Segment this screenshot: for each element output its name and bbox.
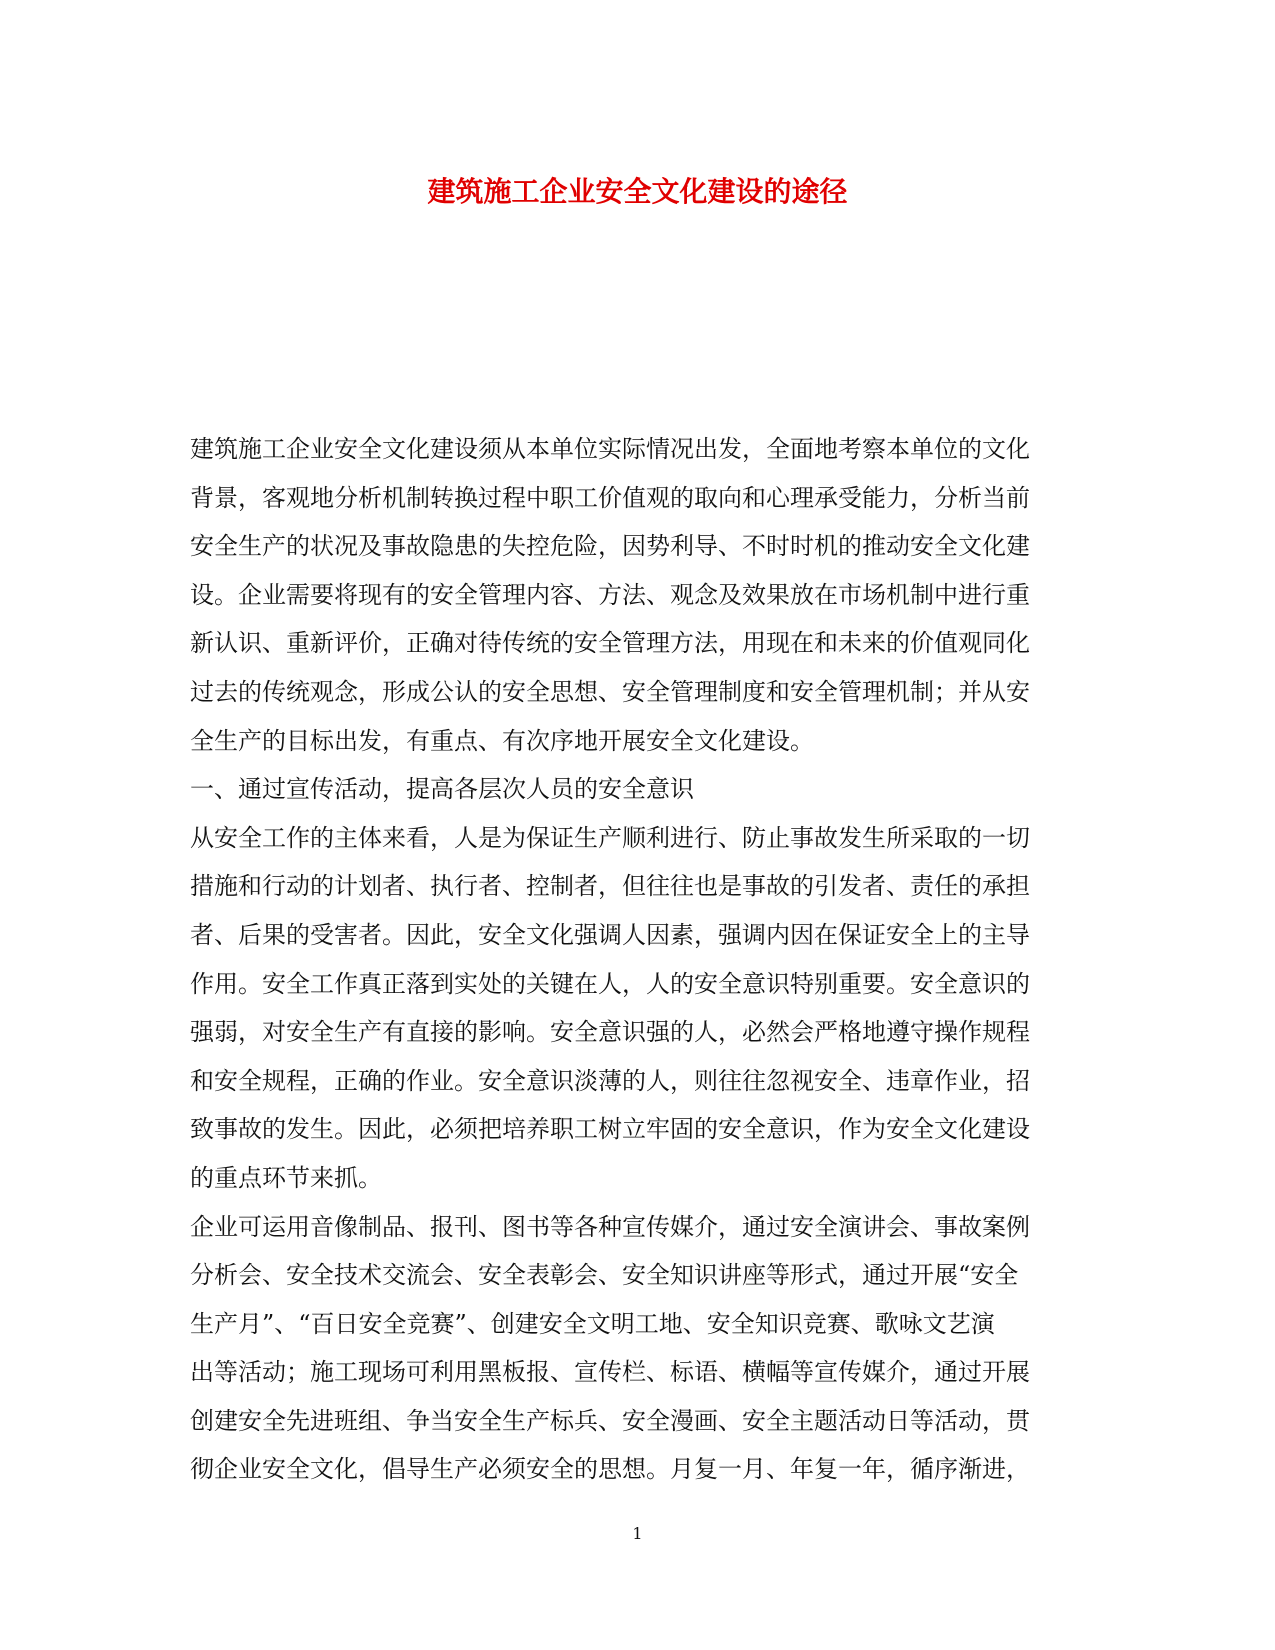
body-line: 安全生产的状况及事故隐患的失控危险，因势利导、不时时机的推动安全文化建 [190,532,1030,561]
body-line: 从安全工作的主体来看，人是为保证生产顺利进行、防止事故发生所采取的一切 [190,823,1030,852]
body-line: 全生产的目标出发，有重点、有次序地开展安全文化建设。 [190,726,814,755]
body-line: 强弱，对安全生产有直接的影响。安全意识强的人，必然会严格地遵守操作规程 [190,1018,1030,1047]
body-line: 新认识、重新评价，正确对待传统的安全管理方法，用现在和未来的价值观同化 [190,629,1030,658]
body-text [190,425,1070,1494]
body-line: 致事故的发生。因此，必须把培养职工树立牢固的安全意识，作为安全文化建设 [190,1115,1030,1144]
document-title: 建筑施工企业安全文化建设的途径 [427,175,848,208]
body-line: 生产月”、“百日安全竞赛”、创建安全文明工地、安全知识竞赛、歌咏文艺演 [190,1309,995,1338]
body-line: 的重点环节来抓。 [190,1163,382,1192]
body-line: 和安全规程，正确的作业。安全意识淡薄的人，则往往忽视安全、违章作业，招 [190,1066,1030,1095]
body-line: 措施和行动的计划者、执行者、控制者，但往往也是事故的引发者、责任的承担 [190,872,1030,901]
body-line: 过去的传统观念，形成公认的安全思想、安全管理制度和安全管理机制；并从安 [190,677,1030,706]
body-line: 创建安全先进班组、争当安全生产标兵、安全漫画、安全主题活动日等活动，贯 [190,1406,1030,1435]
body-line: 者、后果的受害者。因此，安全文化强调人因素，强调内因在保证安全上的主导 [190,920,1030,949]
body-line: 出等活动；施工现场可利用黑板报、宣传栏、标语、横幅等宣传媒介，通过开展 [190,1358,1030,1387]
page-number: 1 [632,1524,643,1543]
body-line: 作用。安全工作真正落到实处的关键在人，人的安全意识特别重要。安全意识的 [190,969,1030,998]
body-line: 设。企业需要将现有的安全管理内容、方法、观念及效果放在市场机制中进行重 [190,580,1030,609]
body-line: 企业可运用音像制品、报刊、图书等各种宣传媒介，通过安全演讲会、事故案例 [190,1212,1030,1241]
section-heading: 一、通过宣传活动，提高各层次人员的安全意识 [190,775,694,804]
body-line: 背景，客观地分析机制转换过程中职工价值观的取向和心理承受能力，分析当前 [190,483,1030,512]
body-line: 彻企业安全文化，倡导生产必须安全的思想。月复一月、年复一年，循序渐进， [190,1455,1030,1484]
body-line: 建筑施工企业安全文化建设须从本单位实际情况出发，全面地考察本单位的文化 [190,435,1030,463]
body-line: 分析会、安全技术交流会、安全表彰会、安全知识讲座等形式，通过开展“安全 [190,1261,1019,1290]
